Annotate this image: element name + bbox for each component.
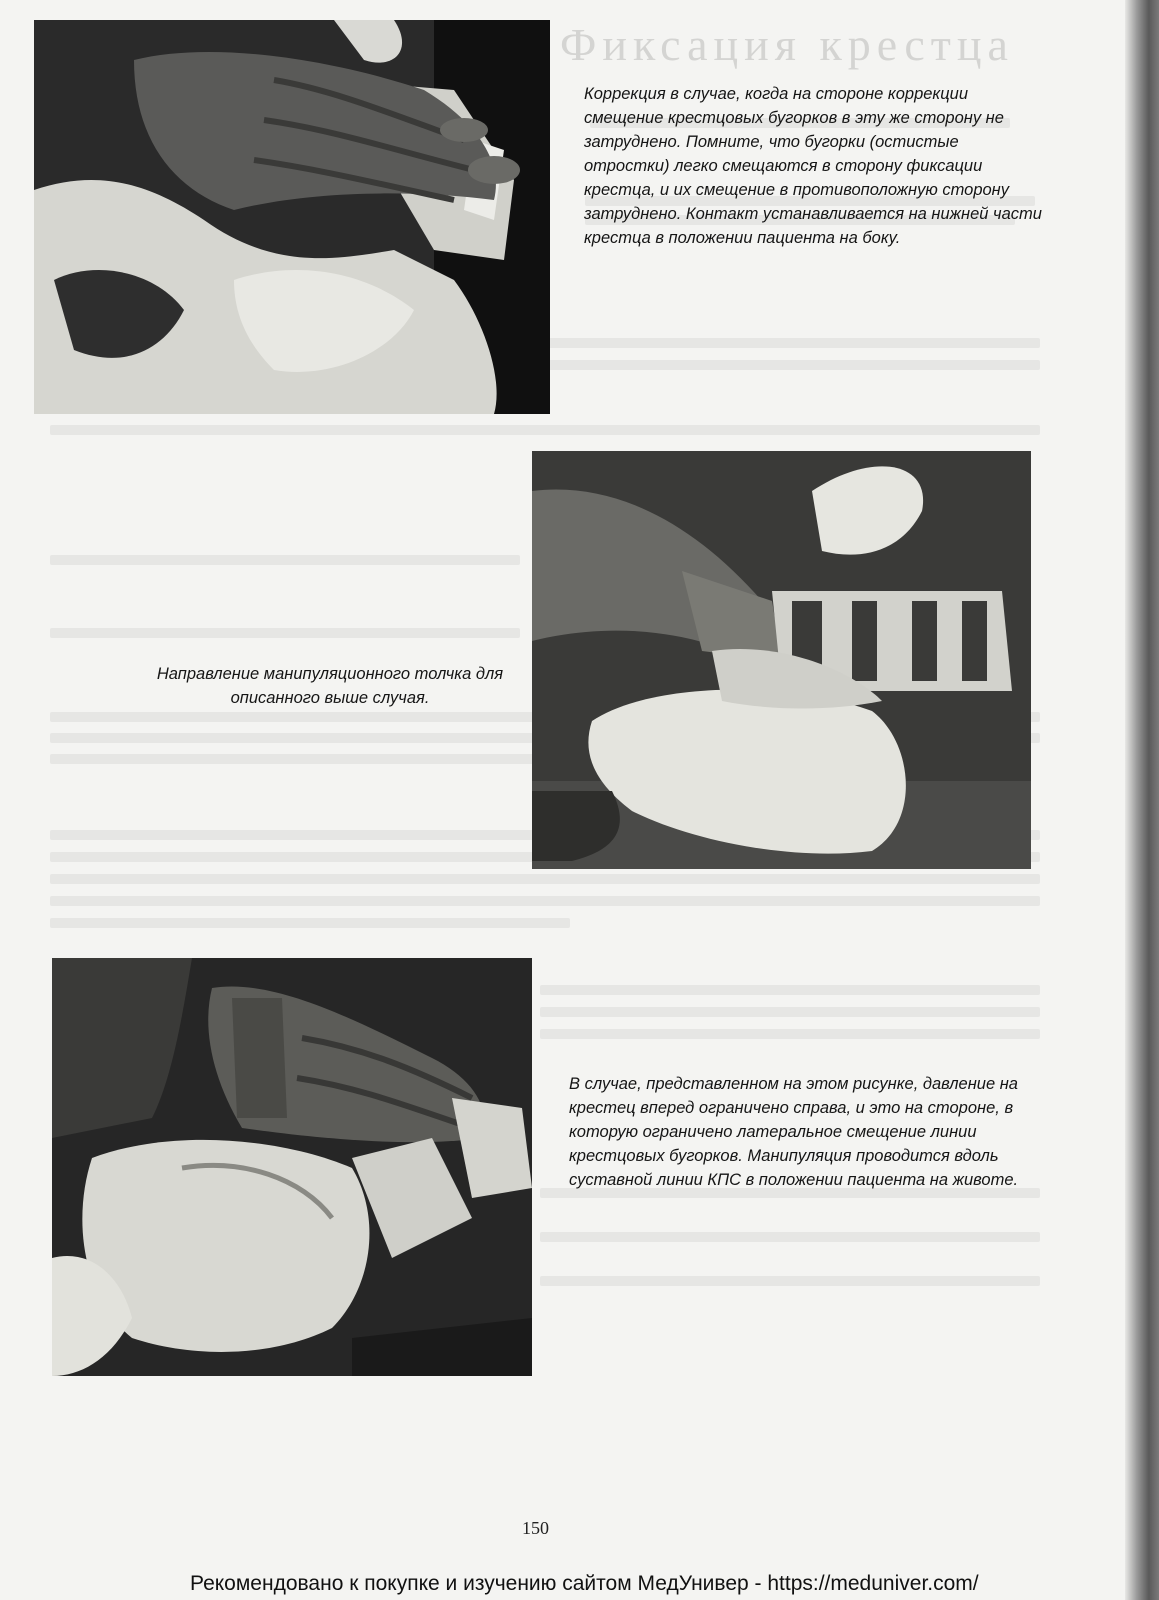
page-number: 150 [522,1518,549,1538]
photo-hand-on-sacrum-side [34,20,550,414]
ghost-heading: Фиксация крестца [560,19,1014,70]
footer-link[interactable]: Рекомендовано к покупке и изучению сайтом МедУнивер - https://meduniver.com/ [190,1572,979,1595]
photo-thrust-direction [532,451,1031,869]
photo-prone-manipulation [52,958,532,1376]
caption-bottom-right: В случае, представленном на этом рисунке, давление на крестец вперед ограничено справа, и это на стороне, в которую ограничено латеральное смещение линии крестцовых бугорков. Манипуляция проводится вдоль суставной линии КПС в положении пациента на животе. [569,1075,1019,1189]
book-spine-shadow [1125,0,1159,1600]
caption-middle-left: Направление манипуляционного толчка для описанного выше случая. [156,665,504,707]
caption-top-right: Коррекция в случае, когда на стороне коррекции смещение крестцовых бугорков в эту же сторону не затруднено. Помните, что бугорки (остистые отростки) легко смещаются в сторону фиксации крестца, и их смещение в противоположную сторону затруднено. Контакт устанавливается на нижней части крестца в положении пациента на боку. [584,85,1042,247]
